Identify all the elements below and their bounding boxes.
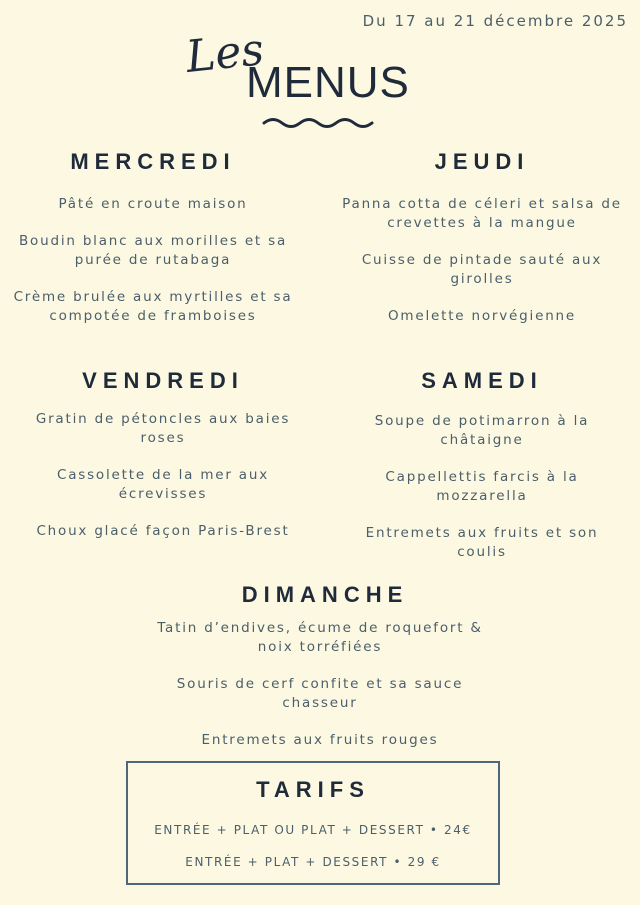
tarif-line: ENTRÉE + PLAT + DESSERT • 29 € [185,855,441,869]
menu-item: Panna cotta de céleri et salsa de crevettes à la mangue [342,196,622,231]
day-heading-jeudi: JEUDI [434,149,530,174]
date-range: Du 17 au 21 décembre 2025 [362,12,628,30]
menu-list-mercredi [10,195,296,344]
menu-item: Gratin de pétoncles aux baies roses [35,411,291,446]
menu-item: Boudin blanc aux morilles et sa purée de rutabaga [18,233,288,268]
day-heading-mercredi: MERCREDI [70,149,236,174]
menu-item: Tatin d’endives, écume de roquefort & noix torréfiées [157,620,483,655]
wave-divider-icon [262,116,376,130]
menu-item: Entremets aux fruits et son coulis [365,525,599,560]
page-title: MENUS [246,58,410,107]
menu-item: Crème brulée aux myrtilles et sa compotée de framboises [13,289,293,324]
menu-list-jeudi [340,195,624,344]
menu-item: Souris de cerf confite et sa sauce chasseur [176,676,464,711]
menu-list-vendredi [22,410,304,559]
menu-item: Pâté en croute maison [58,196,248,212]
tarifs-box [126,761,500,885]
day-heading-vendredi: VENDREDI [82,368,244,393]
tarif-line: ENTRÉE + PLAT OU PLAT + DESSERT • 24€ [154,823,472,837]
menu-list-samedi [352,412,612,580]
menu-item: Cassolette de la mer aux écrevisses [56,467,270,502]
menu-item: Soupe de potimarron à la châtaigne [374,413,590,448]
menu-item: Cappellettis farcis à la mozzarella [385,469,579,504]
day-heading-samedi: SAMEDI [421,368,543,393]
tarifs-title: TARIFS [256,777,370,802]
menu-list-dimanche [150,619,490,768]
title-script-les: Les [183,24,267,83]
day-heading-dimanche: DIMANCHE [241,582,409,607]
menu-item: Cuisse de pintade sauté aux girolles [361,252,603,287]
menu-item: Entremets aux fruits rouges [201,732,439,748]
menu-item: Omelette norvégienne [387,308,577,324]
menu-item: Choux glacé façon Paris-Brest [36,523,290,539]
